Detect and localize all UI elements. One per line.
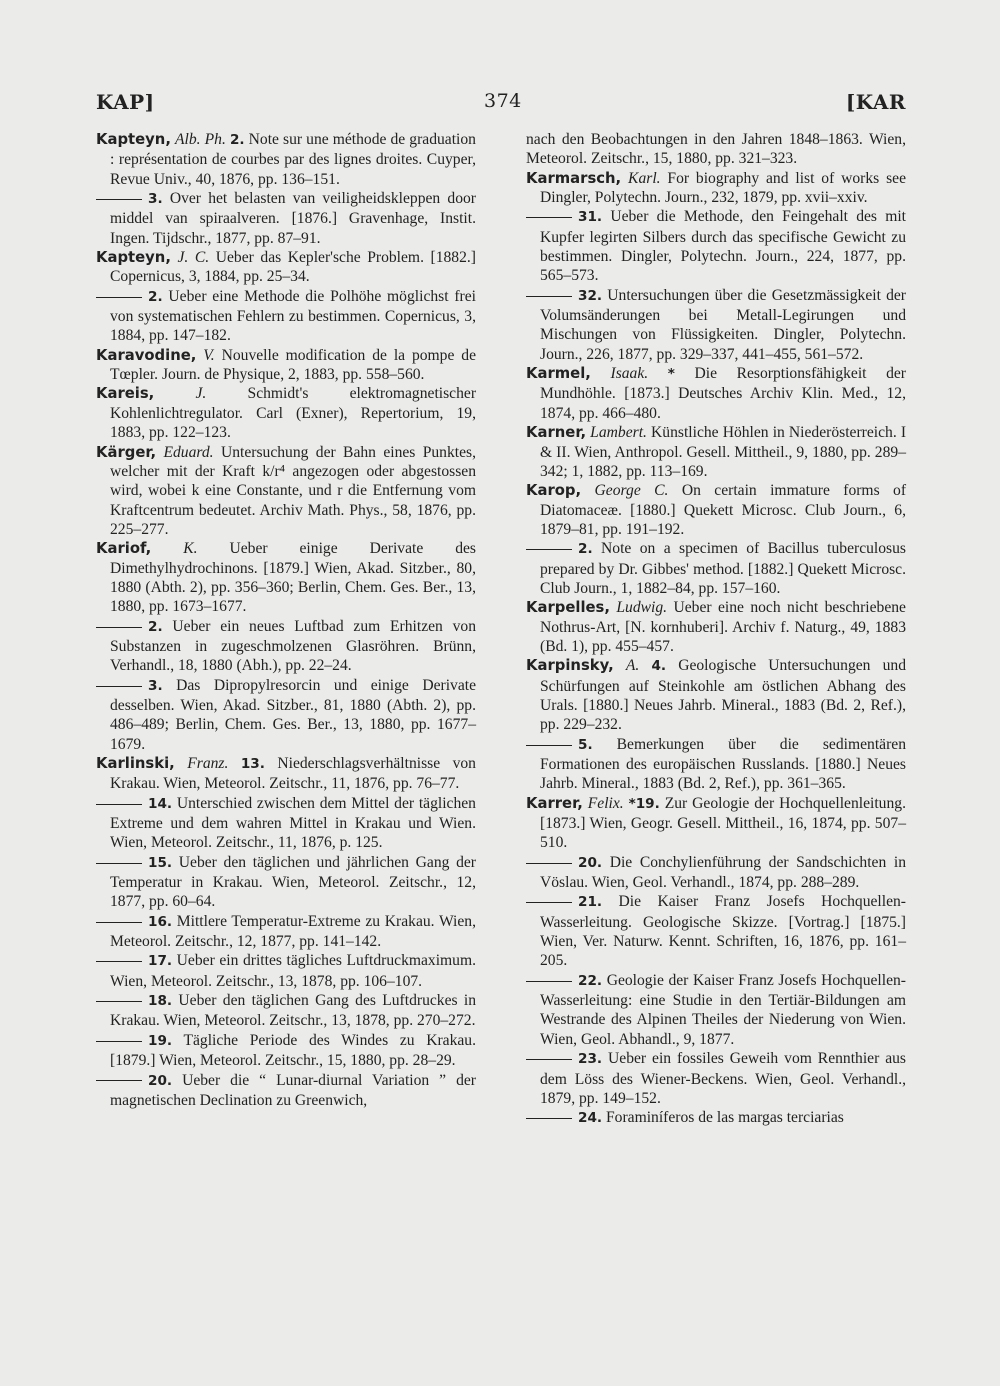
author-surname: Kariof, [96,540,152,558]
work-number: 23. [578,1051,603,1068]
author-forename: Eduard. [163,443,214,461]
author-forename: V. [203,346,215,364]
bibliography-entry [526,794,906,853]
work-number: 20. [148,1072,173,1089]
ditto-rule [96,199,142,200]
ditto-rule [96,297,142,298]
bibliography-subentry [96,912,476,952]
bibliography-entry [96,539,476,616]
entry-text: Das Dipropylresorcin und einige Derivate desselben. Wien, Akad. Sitzber., 81, 1880 (Abth. 2), pp. 486–489; Berlin, Chem. Ges. Ber., 13, 1880, pp. 1677–1679. [110,676,476,753]
right-column [526,130,906,1129]
entry-text: Foraminíferos de las margas terciarias [606,1109,844,1127]
author-surname: Karop, [526,482,582,500]
entry-text: Untersuchungen über die Gesetzmässigkeit der Volumsänderungen bei Metall-Legirungen und Mischungen von Flüssigkeiten. Dingler, Polytechn. Journ., 226, 1877, pp. 329–337, 441–455, 561–572. [540,286,906,363]
bibliography-entry [96,130,476,189]
work-number: 15. [148,854,173,871]
entry-text: Geologische Untersuchungen und Schürfungen auf Steinkohle am östlichen Abhang des Urals. [1880.] Neues Jahrb. Mineral., 1883 (Bd. 2, Ref.), pp. 229–232. [540,657,906,734]
bibliography-subentry [96,1031,476,1071]
work-number: 14. [148,795,173,812]
ditto-rule [526,745,572,746]
author-forename: Felix. [587,794,624,812]
work-number: 16. [148,913,173,930]
bibliography-subentry [96,617,476,676]
entry-text: Zur Geologie der Hochquellenleitung. [1873.] Wien, Geogr. Gesell. Mittheil., 16, 1874, pp. 507–510. [540,794,906,852]
work-number: 17. [148,953,173,970]
author-forename: Alb. Ph. [175,131,226,148]
entry-text: Ueber eine noch nicht beschriebene Nothrus-Art, [N. kornhuberi]. Archiv f. Naturg., 49, 1883 (Bd. 1), pp. 455–457. [540,599,906,655]
author-forename: Franz. [187,755,229,772]
entry-text: Unterschied zwischen dem Mittel der täglichen Extreme und dem wahren Mittel in Krakau und Wien. Wien, Meteorol. Zeitschr., 11, 1876, p. 125. [110,794,476,852]
bibliography-subentry [526,853,906,893]
bibliography-subentry [96,1071,476,1111]
author-forename: K. [183,540,198,558]
bibliography-subentry [96,189,476,248]
bibliography-entry [526,656,906,734]
ditto-rule [96,1041,142,1042]
author-surname: Kapteyn, [96,249,171,267]
work-number: * [667,366,675,383]
author-forename: A. [625,657,640,675]
entry-text: Niederschlagsverhältnisse von Krakau. Wien, Meteorol. Zeitschr., 11, 1876, pp. 76–77. [110,755,476,793]
author-surname: Karner, [526,424,587,442]
bibliography-subentry [526,207,906,285]
author-forename: J. C. [177,249,210,267]
work-number: 21. [578,894,603,911]
work-number: 24. [578,1110,603,1127]
ditto-rule [96,922,142,923]
ditto-rule [526,1059,572,1060]
ditto-rule [96,1080,142,1081]
work-number: 13. [240,756,265,772]
work-number: 22. [578,972,603,989]
entry-text: Schmidt's elektromagnetischer Kohlenlichtregulator. Carl (Exner), Repertorium, 19, 1883, pp. 122–123. [110,385,477,442]
entry-text: Die Kaiser Franz Josefs Hochquellen-Wasserleitung. Geologische Skizze. [Vortrag.] [1875.] Wien, Ver. Naturw. Kennt. Schriften, 16, 1876, pp. 161–205. [540,893,907,970]
work-number: 3. [148,677,163,694]
author-forename: George C. [594,482,669,500]
work-number: 31. [578,209,603,226]
ditto-rule [96,627,142,628]
author-surname: Karmarsch, [526,169,622,187]
bibliography-subentry [526,539,906,598]
bibliography-entry [526,169,906,208]
work-number: 2. [148,618,163,635]
bibliography-subentry [526,286,906,364]
ditto-rule [526,296,572,297]
entry-text: Ueber ein fossiles Geweih vom Rennthier aus dem Löss des Wiener-Beckens. Wien, Geol. Verhandl., 1879, pp. 149–152. [540,1050,907,1107]
entry-text: Over het belasten van veiligheidskleppen door middel van spiraalveren. [1876.] Gravenhage, Instit. Ingen. Tijdschr., 1877, pp. 87–91. [110,190,476,247]
author-forename: Lambert. [590,424,647,442]
entry-text: Ueber ein drittes tägliches Luftdruckmaximum. Wien, Meteorol. Zeitschr., 13, 1878, pp. 106–107. [110,952,476,990]
bibliography-subentry [526,971,906,1049]
left-column [96,130,476,1110]
entry-text: Bemerkungen über die sedimentären Formationen des europäischen Russlands. [1880.] Neues Jahrb. Mineral., 1883 (Bd. 2, Ref.), pp. 361–365. [540,735,906,793]
author-forename: J. [195,385,207,403]
ditto-rule [526,1118,572,1119]
ditto-rule [526,549,572,550]
bibliography-entry [96,754,476,794]
ditto-rule [526,981,572,982]
ditto-rule [526,217,572,218]
bibliography-entry [96,443,476,540]
bibliography-subentry [526,892,906,970]
work-number: 4. [651,658,667,675]
entry-text: Künstliche Höhlen in Niederösterreich. I & II. Wien, Anthropol. Gesell. Mittheil., 9, 1880, pp. 289–342; 1, 1882, pp. 113–169. [540,424,907,480]
entry-text: On certain immature forms of Diatomaceæ. [1880.] Quekett Microsc. Club Journ., 6, 1879–81, pp. 191–192. [540,482,907,538]
bibliography-entry [526,364,906,423]
entry-text: Note sur une méthode de graduation : représentation de courbes par des lignes droites. Cuyper, Revue Univ., 40, 1876, pp. 136–151. [110,131,476,188]
bibliography-entry [526,481,906,539]
entry-text: Die Resorptionsfähigkeit der Mundhöhle. [1873.] Deutsches Archiv Klin. Med., 12, 1874, pp. 466–480. [540,365,907,422]
work-number: 2. [148,288,163,305]
page-number: 374 [484,90,522,112]
bibliography-entry [96,346,476,385]
author-surname: Karlinski, [96,755,175,772]
ditto-rule [96,961,142,962]
bibliography-subentry [96,991,476,1031]
entry-text: Ueber den täglichen und jährlichen Gang der Temperatur in Krakau. Wien, Meteorol. Zeitschr., 12, 1877, pp. 60–64. [110,853,477,911]
work-number: 20. [578,854,603,871]
author-forename: Karl. [628,169,661,187]
work-number: 2. [578,541,593,558]
entry-text: Geologie der Kaiser Franz Josefs Hochquellen-Wasserleitung: eine Studie in den Tertiär-Bildungen am Westrande des Alpinen Theiles der Niederung von Wien. Wien, Geol. Abhandl., 9, 1877. [540,971,906,1048]
entry-text: Ueber das Kepler'sche Problem. [1882.] Copernicus, 3, 1884, pp. 25–34. [110,249,476,286]
bibliography-subentry [96,676,476,754]
entry-text: Ueber ein neues Luftbad zum Erhitzen von Substanzen in zugeschmolzenen Glasröhren. Brünn, Verhandl., 18, 1880 (Abh.), pp. 22–24. [110,617,476,675]
bibliography-subentry [96,287,476,346]
ditto-rule [96,804,142,805]
work-number: 5. [578,736,593,753]
work-number: 18. [148,993,173,1010]
bibliography-entry [526,598,906,656]
ditto-rule [526,902,572,903]
bibliography-subentry [96,794,476,853]
ditto-rule [96,863,142,864]
bibliography-subentry [526,1108,906,1128]
entry-text: Nouvelle modification de la pompe de Tœpler. Journ. de Physique, 2, 1883, pp. 558–560. [110,346,476,384]
ditto-rule [96,686,142,687]
bibliography-subentry [96,951,476,991]
bibliography-entry [96,384,476,442]
running-head [96,90,906,120]
entry-text: nach den Beobachtungen in den Jahren 1848–1863. Wien, Meteorol. Zeitschr., 15, 1880, pp. 321–323. [526,131,906,168]
bibliography-subentry [526,735,906,794]
entry-text: Mittlere Temperatur-Extreme zu Krakau. Wien, Meteorol. Zeitschr., 12, 1877, pp. 141–142. [110,912,476,951]
author-forename: Ludwig. [616,599,668,617]
entry-text: Ueber eine Methode die Polhöhe möglichst frei von systematischen Fehlern zu bestimmen. Copernicus, 3, 1884, pp. 147–182. [110,287,476,345]
author-surname: Kärger, [96,443,157,461]
work-number: 19. [148,1032,173,1049]
entry-text: Die Conchylienführung der Sandschichten in Vöslau. Wien, Geol. Verhandl., 1874, pp. 288–289. [540,853,906,892]
entry-text: Note on a specimen of Bacillus tuberculosus prepared by Dr. Gibbes' method. [1882.] Quekett Microsc. Club Journ., 1, 1882–84, pp. 157–160. [540,540,906,597]
work-number: 3. [148,191,163,208]
bibliography-subentry [526,1049,906,1108]
author-surname: Karavodine, [96,346,197,364]
bibliography-entry [96,248,476,287]
author-surname: Karpinsky, [526,657,614,675]
author-forename: Isaak. [610,365,649,383]
entry-text: Ueber die Methode, den Feingehalt des mit Kupfer legirten Silbers durch das specifische Gewicht zu bestimmen. Dingler, Polytechn. Journ., 224, 1877, pp. 565–573. [540,208,906,285]
entry-text: For biography and list of works see Dingler, Polytechn. Journ., 232, 1879, pp. xvii–xxiv. [540,169,906,207]
work-number: 2. [229,132,245,148]
work-number: *19. [628,795,660,812]
ditto-rule [96,1001,142,1002]
entry-text: Ueber einige Derivate des Dimethylhydrochinons. [1879.] Wien, Akad. Sitzber., 80, 1880 (Abth. 2), pp. 356–360; Berlin, Chem. Ges. Ber., 13, 1880, pp. 1673–1677. [110,540,476,616]
work-number: 32. [578,287,603,304]
entry-text: Ueber den täglichen Gang des Luftdruckes in Krakau. Wien, Meteorol. Zeitschr., 13, 1878, pp. 270–272. [110,992,477,1030]
author-surname: Karmel, [526,365,591,383]
header-left: KAP] [96,90,155,114]
author-surname: Kapteyn, [96,131,171,148]
entry-text: Untersuchung der Bahn eines Punktes, welcher mit der Kraft k/r⁴ angezogen oder abgestossen wird, wobei k eine Constante, und r die Entfernung vom Kraftcentrum bedeutet. Archiv Math. Phys., 58, 1876, pp. 225–277. [110,443,476,538]
author-surname: Kareis, [96,385,155,403]
entry-text: Tägliche Periode des Windes zu Krakau. [1879.] Wien, Meteorol. Zeitschr., 15, 1880, pp. 28–29. [110,1031,476,1070]
bibliography-entry [526,423,906,481]
author-surname: Karpelles, [526,599,610,617]
bibliography-subentry [96,853,476,912]
header-right: [KAR [845,90,906,114]
ditto-rule [526,863,572,864]
entry-text: Ueber die “ Lunar-diurnal Variation ” der magnetischen Declination zu Greenwich, [110,1071,476,1109]
author-surname: Karrer, [526,794,583,812]
entry-continuation [526,130,906,169]
